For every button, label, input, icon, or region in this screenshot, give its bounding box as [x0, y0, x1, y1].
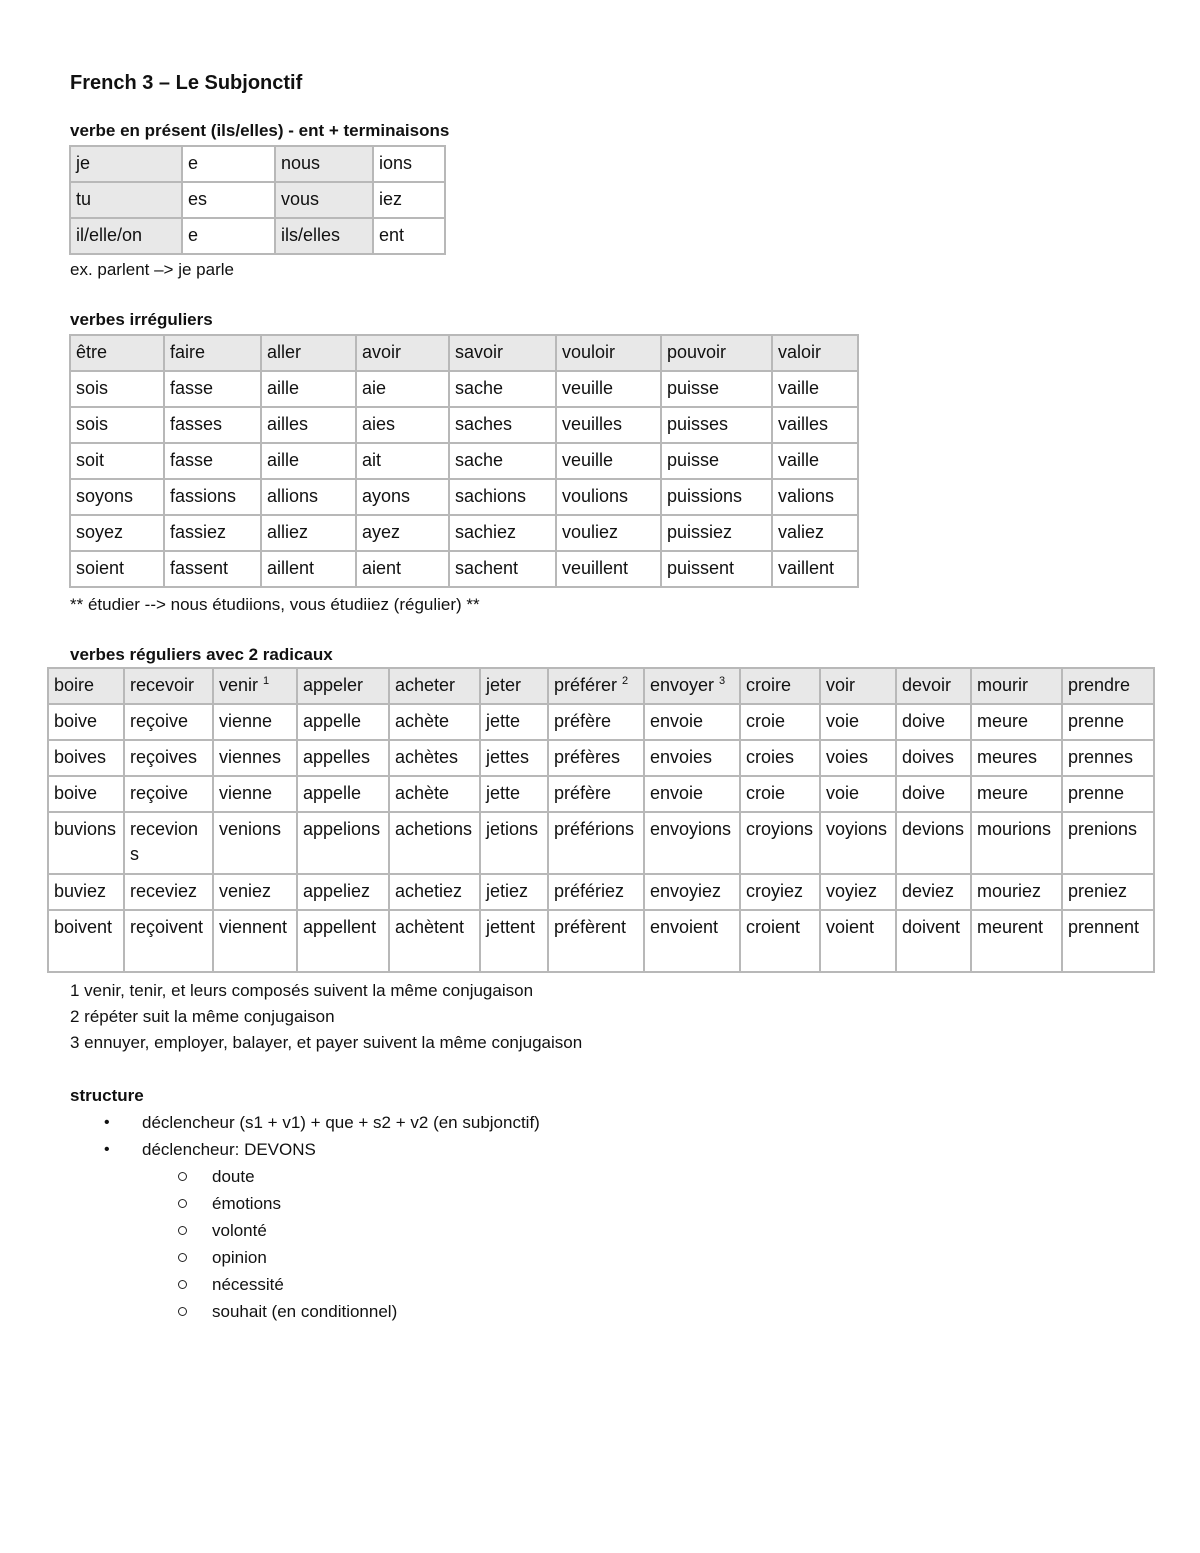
structure-bullet-list: [70, 1109, 540, 1163]
trigger-item: [70, 1163, 540, 1190]
trigger-item-text: doute: [212, 1167, 255, 1186]
ending-cell: ions: [373, 146, 445, 182]
conjugation-cell: meurent: [971, 910, 1062, 972]
conjugation-cell: aies: [356, 407, 449, 443]
pronoun-cell: vous: [275, 182, 373, 218]
pronoun-cell: je: [70, 146, 182, 182]
section-heading-two-stems: verbes réguliers avec 2 radicaux: [70, 645, 333, 664]
conjugation-cell: sois: [70, 371, 164, 407]
conjugation-cell: fasse: [164, 443, 261, 479]
table-row: [70, 218, 445, 254]
conjugation-cell: voulions: [556, 479, 661, 515]
table-row: [48, 740, 1154, 776]
conjugation-cell: jetiez: [480, 874, 548, 910]
conjugation-cell: sachent: [449, 551, 556, 587]
verb-header-cell: vouloir: [556, 335, 661, 371]
verb-header-cell: boire: [48, 668, 124, 704]
circle-bullet-icon: [178, 1253, 187, 1262]
conjugation-cell: veuillent: [556, 551, 661, 587]
pronoun-cell: nous: [275, 146, 373, 182]
conjugation-cell: appelle: [297, 776, 389, 812]
conjugation-cell: vailles: [772, 407, 858, 443]
structure-bullet: [70, 1136, 540, 1163]
conjugation-cell: achetions: [389, 812, 480, 874]
conjugation-cell: voie: [820, 704, 896, 740]
verb-header-cell: faire: [164, 335, 261, 371]
conjugation-cell: achète: [389, 776, 480, 812]
conjugation-cell: sachions: [449, 479, 556, 515]
conjugation-cell: appellent: [297, 910, 389, 972]
conjugation-cell: croie: [740, 704, 820, 740]
conjugation-cell: achète: [389, 704, 480, 740]
conjugation-cell: mourions: [971, 812, 1062, 874]
conjugation-cell: doivent: [896, 910, 971, 972]
endings-example: ex. parlent –> je parle: [70, 260, 234, 279]
conjugation-cell: doive: [896, 776, 971, 812]
conjugation-cell: puissiez: [661, 515, 772, 551]
conjugation-cell: reçoives: [124, 740, 213, 776]
conjugation-cell: fassent: [164, 551, 261, 587]
conjugation-cell: preniez: [1062, 874, 1154, 910]
circle-bullet-icon: [178, 1199, 187, 1208]
conjugation-cell: puissions: [661, 479, 772, 515]
conjugation-cell: aillent: [261, 551, 356, 587]
conjugation-cell: préfériez: [548, 874, 644, 910]
conjugation-cell: voyions: [820, 812, 896, 874]
conjugation-cell: saches: [449, 407, 556, 443]
conjugation-cell: envoie: [644, 776, 740, 812]
conjugation-cell: deviez: [896, 874, 971, 910]
conjugation-cell: valions: [772, 479, 858, 515]
conjugation-cell: jette: [480, 704, 548, 740]
conjugation-cell: doive: [896, 704, 971, 740]
verb-header-cell: appeler: [297, 668, 389, 704]
conjugation-cell: croyiez: [740, 874, 820, 910]
trigger-item-text: émotions: [212, 1194, 281, 1213]
conjugation-cell: doives: [896, 740, 971, 776]
conjugation-cell: vaille: [772, 443, 858, 479]
conjugation-cell: préfèrent: [548, 910, 644, 972]
conjugation-cell: prenne: [1062, 704, 1154, 740]
pronoun-cell: tu: [70, 182, 182, 218]
table-header-row: [48, 668, 1154, 704]
irregular-verbs-table: [69, 334, 859, 588]
document-title: French 3 – Le Subjonctif: [70, 72, 303, 94]
conjugation-cell: envoyions: [644, 812, 740, 874]
conjugation-cell: soit: [70, 443, 164, 479]
verb-header-cell: recevoir: [124, 668, 213, 704]
conjugation-cell: fasse: [164, 371, 261, 407]
table-row: [70, 515, 858, 551]
section-heading-endings: verbe en présent (ils/elles) - ent + terminaisons: [70, 121, 450, 140]
conjugation-cell: appelions: [297, 812, 389, 874]
conjugation-cell: meures: [971, 740, 1062, 776]
conjugation-cell: croie: [740, 776, 820, 812]
table-row: [70, 407, 858, 443]
conjugation-cell: puisse: [661, 443, 772, 479]
trigger-sublist: [70, 1163, 540, 1325]
conjugation-cell: préfères: [548, 740, 644, 776]
conjugation-cell: soyons: [70, 479, 164, 515]
conjugation-cell: croies: [740, 740, 820, 776]
table-row: [48, 812, 1154, 874]
verb-header-cell: croire: [740, 668, 820, 704]
conjugation-cell: jette: [480, 776, 548, 812]
pronoun-cell: ils/elles: [275, 218, 373, 254]
conjugation-cell: valiez: [772, 515, 858, 551]
trigger-item-text: opinion: [212, 1248, 267, 1267]
verb-header-cell: venir $^1$: [213, 668, 297, 704]
conjugation-cell: vienne: [213, 776, 297, 812]
conjugation-cell: préférions: [548, 812, 644, 874]
conjugation-cell: vaille: [772, 371, 858, 407]
trigger-item-text: souhait (en conditionnel): [212, 1302, 398, 1321]
conjugation-cell: veuille: [556, 371, 661, 407]
conjugation-cell: jettes: [480, 740, 548, 776]
conjugation-cell: buvions: [48, 812, 124, 874]
conjugation-cell: soient: [70, 551, 164, 587]
conjugation-cell: fassiez: [164, 515, 261, 551]
structure-bullet-text: déclencheur: DEVONS: [142, 1140, 316, 1159]
structure-bullet-text: déclencheur (s1 + v1) + que + s2 + v2 (en subjonctif): [142, 1113, 540, 1132]
conjugation-cell: sois: [70, 407, 164, 443]
circle-bullet-icon: [178, 1172, 187, 1181]
conjugation-cell: receviez: [124, 874, 213, 910]
conjugation-cell: croient: [740, 910, 820, 972]
conjugation-cell: fasses: [164, 407, 261, 443]
conjugation-cell: reçoive: [124, 704, 213, 740]
conjugation-cell: veuilles: [556, 407, 661, 443]
conjugation-cell: croyions: [740, 812, 820, 874]
conjugation-cell: prenne: [1062, 776, 1154, 812]
conjugation-cell: vaillent: [772, 551, 858, 587]
two-stem-verbs-table: [47, 667, 1155, 973]
conjugation-cell: achetiez: [389, 874, 480, 910]
conjugation-cell: ayez: [356, 515, 449, 551]
conjugation-cell: boives: [48, 740, 124, 776]
verb-header-cell: acheter: [389, 668, 480, 704]
conjugation-cell: sache: [449, 371, 556, 407]
verb-header-cell: voir: [820, 668, 896, 704]
table-row: [48, 776, 1154, 812]
verb-header-cell: aller: [261, 335, 356, 371]
footnote-2: 2 répéter suit la même conjugaison: [70, 1007, 335, 1026]
conjugation-cell: vouliez: [556, 515, 661, 551]
conjugation-cell: veniez: [213, 874, 297, 910]
verb-header-cell: mourir: [971, 668, 1062, 704]
section-heading-structure: structure: [70, 1086, 144, 1105]
trigger-item: [70, 1244, 540, 1271]
bullet-icon: •: [104, 1114, 110, 1131]
table-row: [48, 910, 1154, 972]
verb-header-cell: préférer $^2$: [548, 668, 644, 704]
conjugation-cell: envoie: [644, 704, 740, 740]
table-row: [70, 479, 858, 515]
verb-header-cell: envoyer $^3$: [644, 668, 740, 704]
conjugation-cell: vienne: [213, 704, 297, 740]
conjugation-cell: préfère: [548, 704, 644, 740]
section-heading-irregular: verbes irréguliers: [70, 310, 213, 329]
trigger-item: [70, 1190, 540, 1217]
trigger-item: [70, 1298, 540, 1325]
pronoun-cell: il/elle/on: [70, 218, 182, 254]
structure-section: [70, 1082, 540, 1325]
conjugation-cell: reçoivent: [124, 910, 213, 972]
footnote-marker: 3: [719, 675, 726, 687]
table-row: [70, 443, 858, 479]
bullet-icon: •: [104, 1141, 110, 1158]
conjugation-cell: achètes: [389, 740, 480, 776]
table-row: [70, 182, 445, 218]
conjugation-cell: puissent: [661, 551, 772, 587]
table-row: [70, 551, 858, 587]
conjugation-cell: devions: [896, 812, 971, 874]
conjugation-cell: aie: [356, 371, 449, 407]
conjugation-cell: viennent: [213, 910, 297, 972]
trigger-item: [70, 1271, 540, 1298]
conjugation-cell: préfère: [548, 776, 644, 812]
table-header-row: [70, 335, 858, 371]
verb-header-cell: valoir: [772, 335, 858, 371]
table-row: [70, 371, 858, 407]
conjugation-cell: aille: [261, 443, 356, 479]
footnote-marker: 2: [622, 675, 629, 687]
conjugation-cell: voie: [820, 776, 896, 812]
conjugation-cell: fassions: [164, 479, 261, 515]
circle-bullet-icon: [178, 1226, 187, 1235]
verb-header-cell: savoir: [449, 335, 556, 371]
conjugation-cell: envoyiez: [644, 874, 740, 910]
verb-header-cell: avoir: [356, 335, 449, 371]
conjugation-cell: alliez: [261, 515, 356, 551]
conjugation-cell: aille: [261, 371, 356, 407]
conjugation-cell: puisses: [661, 407, 772, 443]
ending-cell: ent: [373, 218, 445, 254]
conjugation-cell: ailles: [261, 407, 356, 443]
table-row: [48, 874, 1154, 910]
conjugation-cell: boive: [48, 776, 124, 812]
conjugation-cell: ait: [356, 443, 449, 479]
conjugation-cell: boive: [48, 704, 124, 740]
conjugation-cell: venions: [213, 812, 297, 874]
conjugation-cell: envoies: [644, 740, 740, 776]
conjugation-cell: recevions: [124, 812, 213, 874]
conjugation-cell: meure: [971, 704, 1062, 740]
conjugation-cell: ayons: [356, 479, 449, 515]
verb-header-cell: être: [70, 335, 164, 371]
conjugation-cell: prennent: [1062, 910, 1154, 972]
conjugation-cell: appelles: [297, 740, 389, 776]
ending-cell: es: [182, 182, 275, 218]
conjugation-cell: envoient: [644, 910, 740, 972]
verb-header-cell: jeter: [480, 668, 548, 704]
conjugation-cell: voient: [820, 910, 896, 972]
footnote-3: 3 ennuyer, employer, balayer, et payer suivent la même conjugaison: [70, 1033, 583, 1052]
conjugation-cell: achètent: [389, 910, 480, 972]
irregular-note: ** étudier --> nous étudiions, vous étudiiez (régulier) **: [70, 595, 480, 614]
trigger-item-text: nécessité: [212, 1275, 284, 1294]
conjugation-cell: buviez: [48, 874, 124, 910]
conjugation-cell: voies: [820, 740, 896, 776]
conjugation-cell: aient: [356, 551, 449, 587]
conjugation-cell: sachiez: [449, 515, 556, 551]
trigger-item-text: volonté: [212, 1221, 267, 1240]
conjugation-cell: mouriez: [971, 874, 1062, 910]
structure-bullet: [70, 1109, 540, 1136]
footnotes: [70, 978, 582, 1056]
conjugation-cell: prennes: [1062, 740, 1154, 776]
circle-bullet-icon: [178, 1307, 187, 1316]
conjugation-cell: allions: [261, 479, 356, 515]
conjugation-cell: jetions: [480, 812, 548, 874]
ending-cell: iez: [373, 182, 445, 218]
conjugation-cell: meure: [971, 776, 1062, 812]
ending-cell: e: [182, 218, 275, 254]
conjugation-cell: boivent: [48, 910, 124, 972]
conjugation-cell: voyiez: [820, 874, 896, 910]
table-row: [48, 704, 1154, 740]
conjugation-cell: soyez: [70, 515, 164, 551]
conjugation-cell: prenions: [1062, 812, 1154, 874]
conjugation-cell: appeliez: [297, 874, 389, 910]
trigger-item: [70, 1217, 540, 1244]
conjugation-cell: puisse: [661, 371, 772, 407]
conjugation-cell: veuille: [556, 443, 661, 479]
endings-table: [69, 145, 446, 255]
conjugation-cell: jettent: [480, 910, 548, 972]
conjugation-cell: reçoive: [124, 776, 213, 812]
conjugation-cell: viennes: [213, 740, 297, 776]
footnote-1: 1 venir, tenir, et leurs composés suivent la même conjugaison: [70, 981, 534, 1000]
circle-bullet-icon: [178, 1280, 187, 1289]
conjugation-cell: sache: [449, 443, 556, 479]
verb-header-cell: pouvoir: [661, 335, 772, 371]
verb-header-cell: devoir: [896, 668, 971, 704]
verb-header-cell: prendre: [1062, 668, 1154, 704]
ending-cell: e: [182, 146, 275, 182]
footnote-marker: 1: [263, 675, 270, 687]
table-row: [70, 146, 445, 182]
conjugation-cell: appelle: [297, 704, 389, 740]
